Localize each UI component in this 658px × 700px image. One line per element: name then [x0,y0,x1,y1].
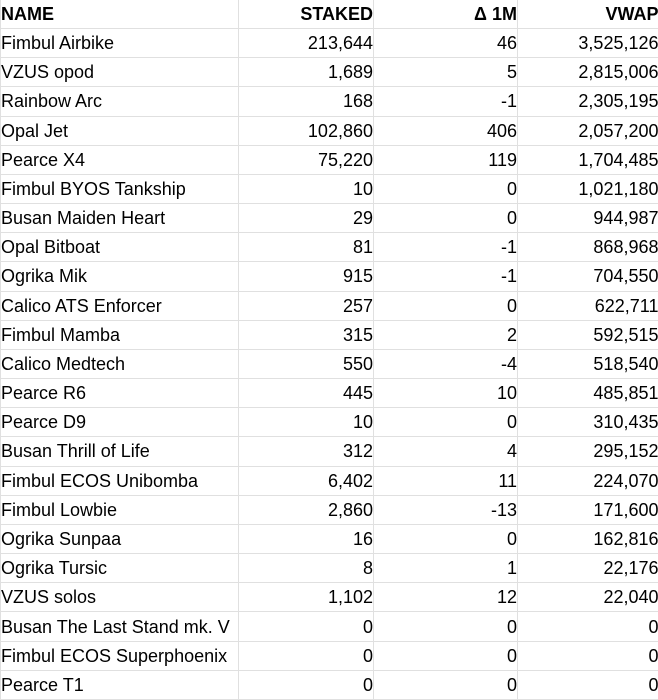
cell-staked[interactable]: 8 [239,554,374,583]
cell-name[interactable]: Busan Thrill of Life [1,437,239,466]
table-row [1,349,658,378]
cell-vwap[interactable]: 0 [518,670,658,699]
cell-vwap[interactable]: 1,021,180 [518,174,658,203]
table-row [1,204,658,233]
table-row [1,233,658,262]
table-row [1,87,658,116]
cell-staked[interactable]: 312 [239,437,374,466]
cell-name[interactable]: VZUS solos [1,583,239,612]
cell-name[interactable]: Busan Maiden Heart [1,204,239,233]
cell-vwap[interactable]: 592,515 [518,320,658,349]
table-row [1,612,658,641]
cell-vwap[interactable]: 622,711 [518,291,658,320]
cell-name[interactable]: Pearce T1 [1,670,239,699]
cell-vwap[interactable]: 224,070 [518,466,658,495]
cell-delta-1m[interactable]: 0 [374,524,518,553]
table-row [1,641,658,670]
table-row [1,262,658,291]
cell-staked[interactable]: 6,402 [239,466,374,495]
cell-staked[interactable]: 10 [239,408,374,437]
cell-vwap[interactable]: 22,040 [518,583,658,612]
cell-name[interactable]: VZUS opod [1,58,239,87]
cell-name[interactable]: Pearce R6 [1,379,239,408]
cell-vwap[interactable]: 868,968 [518,233,658,262]
cell-staked[interactable]: 213,644 [239,29,374,58]
cell-staked[interactable]: 29 [239,204,374,233]
cell-delta-1m[interactable]: 0 [374,670,518,699]
cell-delta-1m[interactable]: 0 [374,291,518,320]
cell-staked[interactable]: 1,689 [239,58,374,87]
table-header [1,0,658,29]
table-row [1,583,658,612]
cell-staked[interactable]: 445 [239,379,374,408]
column-header-delta-1m[interactable]: Δ 1M [374,0,518,29]
cell-delta-1m[interactable]: 2 [374,320,518,349]
cell-delta-1m[interactable]: 4 [374,437,518,466]
cell-vwap[interactable]: 2,305,195 [518,87,658,116]
cell-vwap[interactable]: 171,600 [518,495,658,524]
cell-name[interactable]: Opal Jet [1,116,239,145]
cell-name[interactable]: Rainbow Arc [1,87,239,116]
cell-staked[interactable]: 0 [239,670,374,699]
cell-vwap[interactable]: 295,152 [518,437,658,466]
table-row [1,320,658,349]
cell-delta-1m[interactable]: 406 [374,116,518,145]
cell-name[interactable]: Calico ATS Enforcer [1,291,239,320]
cell-vwap[interactable]: 3,525,126 [518,29,658,58]
cell-vwap[interactable]: 518,540 [518,349,658,378]
cell-staked[interactable]: 0 [239,612,374,641]
cell-delta-1m[interactable]: 1 [374,554,518,583]
cell-staked[interactable]: 915 [239,262,374,291]
table-row [1,58,658,87]
cell-name[interactable]: Fimbul Airbike [1,29,239,58]
table-row [1,291,658,320]
cell-vwap[interactable]: 0 [518,641,658,670]
cell-delta-1m[interactable]: 0 [374,408,518,437]
cell-delta-1m[interactable]: -1 [374,233,518,262]
cell-delta-1m[interactable]: 0 [374,641,518,670]
table-row [1,408,658,437]
cell-delta-1m[interactable]: -1 [374,87,518,116]
cell-staked[interactable]: 75,220 [239,145,374,174]
column-header-staked[interactable]: STAKED [239,0,374,29]
cell-name[interactable]: Fimbul BYOS Tankship [1,174,239,203]
header-row [1,0,658,29]
table-row [1,554,658,583]
column-header-vwap[interactable]: VWAP [518,0,658,29]
table-row [1,116,658,145]
cell-vwap[interactable]: 162,816 [518,524,658,553]
cell-staked[interactable]: 315 [239,320,374,349]
cell-vwap[interactable]: 944,987 [518,204,658,233]
column-header-name[interactable]: NAME [1,0,239,29]
cell-delta-1m[interactable]: 5 [374,58,518,87]
cell-delta-1m[interactable]: -1 [374,262,518,291]
cell-vwap[interactable]: 0 [518,612,658,641]
cell-name[interactable]: Fimbul ECOS Unibomba [1,466,239,495]
cell-name[interactable]: Fimbul Lowbie [1,495,239,524]
table-row [1,524,658,553]
cell-delta-1m[interactable]: 0 [374,204,518,233]
table-row [1,437,658,466]
cell-name[interactable]: Ogrika Mik [1,262,239,291]
cell-delta-1m[interactable]: -13 [374,495,518,524]
cell-staked[interactable]: 0 [239,641,374,670]
table-row [1,495,658,524]
cell-staked[interactable]: 257 [239,291,374,320]
table-row [1,379,658,408]
cell-delta-1m[interactable]: -4 [374,349,518,378]
cell-vwap[interactable]: 1,704,485 [518,145,658,174]
cell-name[interactable]: Pearce X4 [1,145,239,174]
cell-vwap[interactable]: 310,435 [518,408,658,437]
cell-staked[interactable]: 168 [239,87,374,116]
cell-name[interactable]: Pearce D9 [1,408,239,437]
table-row [1,670,658,699]
cell-vwap[interactable]: 22,176 [518,554,658,583]
cell-staked[interactable]: 10 [239,174,374,203]
table-body [1,29,658,700]
cell-name[interactable]: Opal Bitboat [1,233,239,262]
cell-staked[interactable]: 550 [239,349,374,378]
cell-delta-1m[interactable]: 11 [374,466,518,495]
cell-delta-1m[interactable]: 12 [374,583,518,612]
cell-delta-1m[interactable]: 119 [374,145,518,174]
cell-delta-1m[interactable]: 10 [374,379,518,408]
table-row [1,29,658,58]
cell-vwap[interactable]: 2,057,200 [518,116,658,145]
cell-staked[interactable]: 1,102 [239,583,374,612]
cell-name[interactable]: Fimbul ECOS Superphoenix [1,641,239,670]
cell-staked[interactable]: 16 [239,524,374,553]
cell-name[interactable]: Ogrika Tursic [1,554,239,583]
cell-staked[interactable]: 2,860 [239,495,374,524]
cell-name[interactable]: Fimbul Mamba [1,320,239,349]
cell-vwap[interactable]: 704,550 [518,262,658,291]
cell-name[interactable]: Busan The Last Stand mk. V [1,612,239,641]
table-row [1,145,658,174]
cell-staked[interactable]: 102,860 [239,116,374,145]
cell-name[interactable]: Ogrika Sunpaa [1,524,239,553]
cell-staked[interactable]: 81 [239,233,374,262]
cell-delta-1m[interactable]: 46 [374,29,518,58]
cell-delta-1m[interactable]: 0 [374,612,518,641]
cell-vwap[interactable]: 485,851 [518,379,658,408]
cell-delta-1m[interactable]: 0 [374,174,518,203]
cell-name[interactable]: Calico Medtech [1,349,239,378]
cell-vwap[interactable]: 2,815,006 [518,58,658,87]
table-row [1,174,658,203]
table-row [1,466,658,495]
